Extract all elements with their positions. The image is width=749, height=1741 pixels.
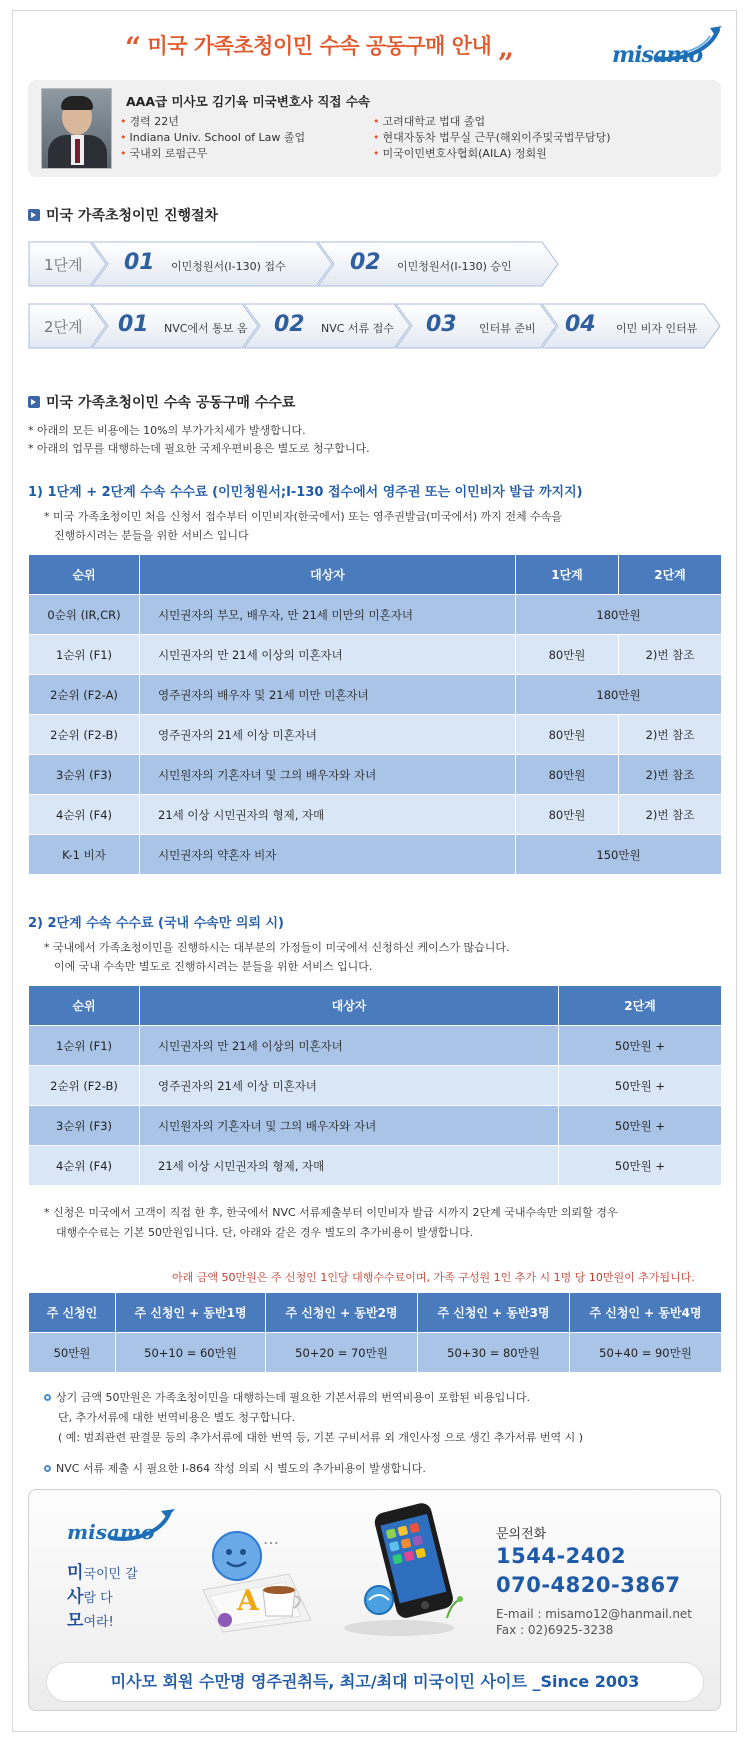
fee-note: * 아래의 업무를 대행하는데 필요한 국제우편비용은 별도로 청구합니다. <box>28 442 370 455</box>
table-row <box>29 1146 722 1186</box>
credential-item: • Indiana Univ. School of Law 졸업 <box>120 129 305 145</box>
section1-desc: 진행하시려는 분들을 위한 서비스 입니다 <box>54 529 249 542</box>
smartphone-illustration <box>329 1500 469 1640</box>
col-header: 1단계 <box>516 555 619 595</box>
arrow-bullet-icon <box>28 209 40 221</box>
fee-cell: 150만원 <box>516 835 722 875</box>
col-header: 주 신청인 + 동반3명 <box>418 1293 570 1333</box>
fee-cell: 50+30 = 80만원 <box>418 1333 570 1373</box>
rank-cell: 3순위 (F3) <box>29 755 140 795</box>
fee-cell: 80만원 <box>516 755 619 795</box>
fee-cell: 2)번 참조 <box>619 715 722 755</box>
circle-bullet-icon <box>44 1394 51 1401</box>
step-number: 03 <box>426 312 457 337</box>
fee-cell: 50+10 = 60만원 <box>116 1333 266 1373</box>
table-row <box>29 595 722 635</box>
step-text: 이민청원서(I-130) 접수 <box>171 260 286 273</box>
step-text: 이민청원서(I-130) 승인 <box>397 260 512 273</box>
credential-item: • 국내외 로펌근무 <box>120 145 207 161</box>
fee-cell: 50만원 <box>29 1333 116 1373</box>
table-row <box>29 715 722 755</box>
section-heading-procedure: 미국 가족초청이민 진행절차 <box>28 205 218 225</box>
fee-table-stage1-2 <box>28 554 722 875</box>
col-header: 대상자 <box>140 555 516 595</box>
credential-item: • 경력 22년 <box>120 113 179 129</box>
table-row <box>29 1333 722 1373</box>
lawyer-photo <box>41 88 112 169</box>
svg-text:A: A <box>237 1584 259 1617</box>
section2-note: * 신청은 미국에서 고객이 직접 한 후, 한국에서 NVC 서류제출부터 이민비자 발급 시까지 2단계 국내수속만 의뢰할 경우 <box>44 1206 618 1219</box>
contact-title: 문의전화 <box>496 1527 547 1542</box>
col-header: 대상자 <box>140 986 559 1026</box>
target-cell: 영주권자의 배우자 및 21세 미만 미혼자녀 <box>140 675 516 715</box>
section2-title: 2) 2단계 수속 수수료 (국내 수속만 의뢰 시) <box>28 916 284 931</box>
table-row <box>29 1066 722 1106</box>
fee-note: * 아래의 모든 비용에는 10%의 부가가치세가 발생합니다. <box>28 424 306 437</box>
rank-cell: 4순위 (F4) <box>29 795 140 835</box>
contact-banner <box>28 1489 721 1711</box>
fee-cell: 50만원 + <box>559 1106 722 1146</box>
fee-cell: 50만원 + <box>559 1066 722 1106</box>
step-number: 02 <box>350 250 381 275</box>
section1-title: 1) 1단계 + 2단계 수속 수수료 (이민청원서;I-130 접수에서 영주권 또는 이민비자 발급 까지지) <box>28 485 583 500</box>
svg-text:…: … <box>263 1529 279 1548</box>
footer-logo[interactable]: misamo <box>67 1520 155 1544</box>
table-row <box>29 675 722 715</box>
col-header: 2단계 <box>619 555 722 595</box>
credential-item: • 미국이민변호사협회(AILA) 정회원 <box>373 145 547 161</box>
target-cell: 시민권자의 만 21세 이상의 미혼자녀 <box>140 1026 559 1066</box>
target-cell: 시민권자의 만 21세 이상의 미혼자녀 <box>140 635 516 675</box>
step-text: 이민 비자 인터뷰 <box>616 322 698 335</box>
family-fee-note: 아래 금액 50만원은 주 신청인 1인당 대행수수료이며, 가족 구성원 1인 추가 시 1명 당 10만원이 추가됩니다. <box>172 1271 695 1284</box>
section2-note: 대행수수료는 기본 50만원입니다. 단, 아래와 같은 경우 별도의 추가비용이 발생합니다. <box>56 1226 474 1239</box>
step-number: 01 <box>118 312 149 337</box>
site-tagline: 미사모 회원 수만명 영주권취득, 최고/최대 미국이민 사이트 _Since 2003 <box>46 1662 704 1702</box>
credential-item: • 현대자동차 법무실 근무(해외이주및국법무담당) <box>373 129 611 145</box>
arrow-bullet-icon <box>28 396 40 408</box>
stage2-label: 2단계 <box>44 318 83 336</box>
target-cell: 시민원자의 기혼자녀 및 그의 배우자와 자녀 <box>140 1106 559 1146</box>
table-row <box>29 1106 722 1146</box>
col-header: 순위 <box>29 986 140 1026</box>
col-header: 순위 <box>29 555 140 595</box>
fee-cell: 80만원 <box>516 715 619 755</box>
rank-cell: 1순위 (F1) <box>29 1026 140 1066</box>
fee-cell: 80만원 <box>516 635 619 675</box>
logo-text: misamo <box>612 42 703 68</box>
contact-email[interactable]: E-mail : misamo12@hanmail.net <box>496 1607 693 1621</box>
page-title: “ 미국 가족초청이민 수속 공동구매 안내 „ <box>125 31 514 64</box>
circle-bullet-icon <box>44 1465 51 1472</box>
credential-item: • 고려대학교 법대 졸업 <box>373 113 485 129</box>
bullet-note: 단, 추가서류에 대한 번역비용은 별도 청구합니다. <box>58 1411 295 1424</box>
bullet-note: 상기 금액 50만원은 가족초청이민을 대행하는데 필요한 기본서류의 번역비용이 포함된 비용입니다. <box>44 1389 530 1405</box>
fee-cell: 2)번 참조 <box>619 755 722 795</box>
family-fee-table <box>28 1292 722 1373</box>
step-text: NVC 서류 접수 <box>321 322 394 335</box>
section-heading-fees: 미국 가족초청이민 수속 공동구매 수수료 <box>28 392 295 412</box>
target-cell: 시민권자의 약혼자 비자 <box>140 835 516 875</box>
phone-number-2[interactable]: 070-4820-3867 <box>496 1573 681 1597</box>
fee-cell: 180만원 <box>516 595 722 635</box>
lawyer-name: AAA급 미사모 김기육 미국변호사 직접 수속 <box>126 94 370 109</box>
phone-number-1[interactable]: 1544-2402 <box>496 1544 627 1568</box>
rank-cell: K-1 비자 <box>29 835 140 875</box>
stage2-steps <box>28 300 728 352</box>
rank-cell: 4순위 (F4) <box>29 1146 140 1186</box>
fee-cell: 50만원 + <box>559 1146 722 1186</box>
stage1-steps <box>28 238 728 290</box>
step-number: 04 <box>565 312 596 337</box>
step-text: 인터뷰 준비 <box>479 322 536 335</box>
col-header: 주 신청인 + 동반4명 <box>570 1293 722 1333</box>
step-text: NVC에서 통보 옴 <box>164 322 248 335</box>
col-header: 2단계 <box>559 986 722 1026</box>
fee-cell: 50+40 = 90만원 <box>570 1333 722 1373</box>
section2-desc: 이에 국내 수속만 별도로 진행하시려는 분들을 위한 서비스 입니다. <box>54 960 373 973</box>
rank-cell: 2순위 (F2-A) <box>29 675 140 715</box>
fee-cell: 2)번 참조 <box>619 635 722 675</box>
stage1-label: 1단계 <box>44 256 83 274</box>
target-cell: 시민권자의 부모, 배우자, 만 21세 미만의 미혼자녀 <box>140 595 516 635</box>
table-row <box>29 1026 722 1066</box>
rank-cell: 1순위 (F1) <box>29 635 140 675</box>
rank-cell: 2순위 (F2-B) <box>29 715 140 755</box>
fee-cell: 80만원 <box>516 795 619 835</box>
target-cell: 영주권자의 21세 이상 미혼자녀 <box>140 715 516 755</box>
table-row <box>29 835 722 875</box>
slogan: 미국이민 갈 사람 다 모여라! <box>67 1563 138 1631</box>
table-row <box>29 795 722 835</box>
step-number: 01 <box>124 250 155 275</box>
fee-table-stage2 <box>28 985 722 1186</box>
col-header: 주 신청인 <box>29 1293 116 1333</box>
lawyer-profile <box>28 80 721 177</box>
fee-cell: 180만원 <box>516 675 722 715</box>
bullet-note: NVC 서류 제출 시 필요한 I-864 작성 의뢰 시 별도의 추가비용이 발생합니다. <box>44 1460 426 1476</box>
rank-cell: 0순위 (IR,CR) <box>29 595 140 635</box>
col-header: 주 신청인 + 동반1명 <box>116 1293 266 1333</box>
rank-cell: 3순위 (F3) <box>29 1106 140 1146</box>
step-number: 02 <box>274 312 305 337</box>
target-cell: 영주권자의 21세 이상 미혼자녀 <box>140 1066 559 1106</box>
target-cell: 시민원자의 기혼자녀 및 그의 배우자와 자녀 <box>140 755 516 795</box>
section1-desc: * 미국 가족초청이민 처음 신청서 접수부터 이민비자(한국에서) 또는 영주권발급(미국에서) 까지 전체 수속을 <box>44 510 563 523</box>
target-cell: 21세 이상 시민권자의 형제, 자매 <box>140 795 516 835</box>
fee-cell: 50만원 + <box>559 1026 722 1066</box>
table-row <box>29 755 722 795</box>
bullet-note: ( 예: 범죄관련 판결문 등의 추가서류에 대한 번역 등, 기본 구비서류 외 개인사정 으로 생긴 추가서류 번역 시 ) <box>58 1431 584 1444</box>
col-header: 주 신청인 + 동반2명 <box>266 1293 418 1333</box>
fee-cell: 2)번 참조 <box>619 795 722 835</box>
table-row <box>29 635 722 675</box>
misamo-logo[interactable] <box>612 24 722 70</box>
section2-desc: * 국내에서 가족초청이민을 진행하시는 대부분의 가정들이 미국에서 신청하신 케이스가 많습니다. <box>44 941 510 954</box>
contact-fax: Fax : 02)6925-3238 <box>496 1623 614 1637</box>
fee-cell: 50+20 = 70만원 <box>266 1333 418 1373</box>
chat-coffee-illustration <box>197 1520 317 1635</box>
rank-cell: 2순위 (F2-B) <box>29 1066 140 1106</box>
target-cell: 21세 이상 시민권자의 형제, 자매 <box>140 1146 559 1186</box>
